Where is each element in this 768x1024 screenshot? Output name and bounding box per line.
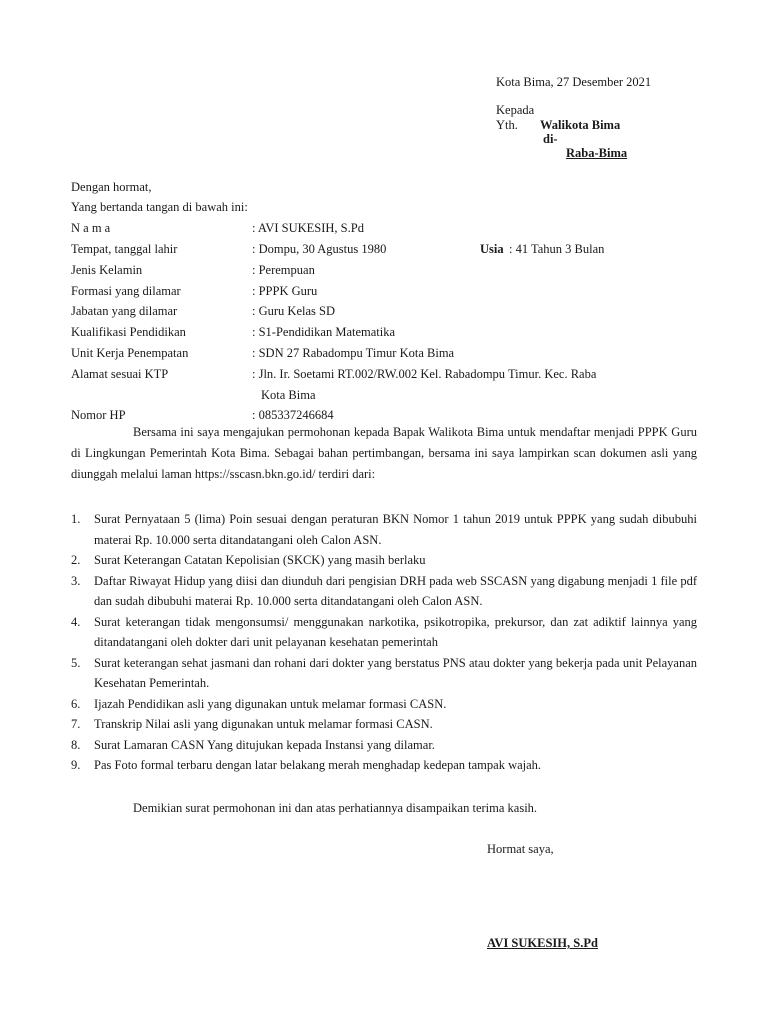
list-item-number: 9.	[71, 758, 81, 772]
list-item-text: Surat keterangan tidak mengonsumsi/ menggunakan narkotika, psikotropika, prekursor, dan zat adiktif lainnya yang ditandatangani oleh dokter dari unit pelayanan kesehatan pemerintah	[94, 614, 697, 649]
place-date: Kota Bima, 27 Desember 2021	[496, 75, 652, 89]
alamat-value-line2: Kota Bima	[261, 388, 316, 402]
intro-line: Yang bertanda tangan di bawah ini:	[71, 200, 248, 214]
unit-kerja-label: Unit Kerja Penempatan	[71, 346, 189, 360]
list-item-text: Surat keterangan sehat jasmani dan rohani dari dokter yang berstatus PNS atau dokter yang bekerja pada unit Pelayanan Kesehatan Pemerintah.	[94, 655, 697, 690]
list-item-text: Transkrip Nilai asli yang digunakan untuk melamar formasi CASN.	[94, 717, 433, 731]
greeting: Dengan hormat,	[71, 180, 152, 194]
list-item-text: Surat Keterangan Catatan Kepolisian (SKCK) yang masih berlaku	[94, 553, 426, 567]
usia-value: : 41 Tahun 3 Bulan	[509, 242, 605, 256]
list-item-number: 3.	[71, 573, 81, 588]
body-paragraph: Bersama ini saya mengajukan permohonan kepada Bapak Walikota Bima untuk mendaftar menjadi PPPK Guru di Lingkungan Pemerintah Kota Bima. Sebagai bahan pertimbangan, bersama ini saya lampirkan scan dokumen asli yang diunggah melalui laman https://sscasn.bkn.go.id/ terdiri dari:	[71, 425, 697, 481]
formasi-label: Formasi yang dilamar	[71, 284, 181, 298]
list-item-number: 5.	[71, 655, 81, 670]
jabatan-label: Jabatan yang dilamar	[71, 304, 178, 318]
closing-sentence: Demikian surat permohonan ini dan atas perhatiannya disampaikan terima kasih.	[133, 801, 538, 815]
attachment-list	[71, 509, 697, 776]
list-item	[71, 714, 697, 735]
list-item-number: 6.	[71, 696, 81, 711]
hp-value: : 085337246684	[252, 408, 334, 422]
list-item-number: 8.	[71, 737, 81, 752]
formasi-value: : PPPK Guru	[252, 284, 318, 298]
list-item-text: Surat Lamaran CASN Yang ditujukan kepada Instansi yang dilamar.	[94, 737, 435, 752]
list-item	[71, 694, 697, 715]
kualifikasi-value: : S1-Pendidikan Matematika	[252, 325, 396, 339]
nama-value: : AVI SUKESIH, S.Pd	[252, 221, 364, 235]
list-item-number: 2.	[71, 553, 81, 567]
list-item	[71, 550, 697, 571]
hp-label: Nomor HP	[71, 408, 126, 422]
list-item-number: 7.	[71, 717, 81, 731]
list-item	[71, 653, 697, 694]
list-item-text: Surat Pernyataan 5 (lima) Poin sesuai dengan peraturan BKN Nomor 1 tahun 2019 untuk PPPK yang sudah dibubuhi materai Rp. 10.000 serta ditandatangani oleh Calon ASN.	[94, 512, 697, 547]
list-item-text: Daftar Riwayat Hidup yang diisi dan diunduh dari pengisian DRH pada web SSCASN yang digabung menjadi 1 file pdf dan sudah dibubuhi materai Rp. 10.000 serta ditandatangani oleh Calon ASN.	[94, 573, 697, 608]
list-item	[71, 509, 697, 550]
yth-label: Yth.	[496, 118, 518, 132]
usia-label: Usia	[480, 242, 504, 256]
signer-name: AVI SUKESIH, S.Pd	[487, 936, 598, 950]
nama-label: N a m a	[71, 221, 111, 235]
jenis-kelamin-value: : Perempuan	[252, 263, 315, 277]
recipient-name: Walikota Bima	[540, 118, 621, 132]
list-item	[71, 755, 697, 776]
kualifikasi-label: Kualifikasi Pendidikan	[71, 325, 186, 339]
list-item	[71, 612, 697, 653]
list-item-text: Ijazah Pendidikan asli yang digunakan untuk melamar formasi CASN.	[94, 696, 447, 711]
list-item	[71, 735, 697, 756]
unit-kerja-value: : SDN 27 Rabadompu Timur Kota Bima	[252, 346, 455, 360]
ttl-label: Tempat, tanggal lahir	[71, 242, 178, 256]
recipient-di: di-	[543, 132, 558, 146]
alamat-label: Alamat sesuai KTP	[71, 367, 169, 381]
jabatan-value: : Guru Kelas SD	[252, 304, 335, 318]
list-item	[71, 571, 697, 612]
list-item-number: 4.	[71, 614, 81, 629]
salutation: Hormat saya,	[487, 842, 554, 856]
list-item-text: Pas Foto formal terbaru dengan latar belakang merah menghadap kedepan tampak wajah.	[94, 758, 542, 772]
kepada-label: Kepada	[496, 103, 535, 117]
alamat-value-line1: : Jln. Ir. Soetami RT.002/RW.002 Kel. Rabadompu Timur. Kec. Raba	[252, 367, 597, 381]
recipient-city: Raba-Bima	[566, 146, 628, 160]
ttl-value: : Dompu, 30 Agustus 1980	[252, 242, 387, 256]
jenis-kelamin-label: Jenis Kelamin	[71, 263, 143, 277]
list-item-number: 1.	[71, 512, 81, 526]
